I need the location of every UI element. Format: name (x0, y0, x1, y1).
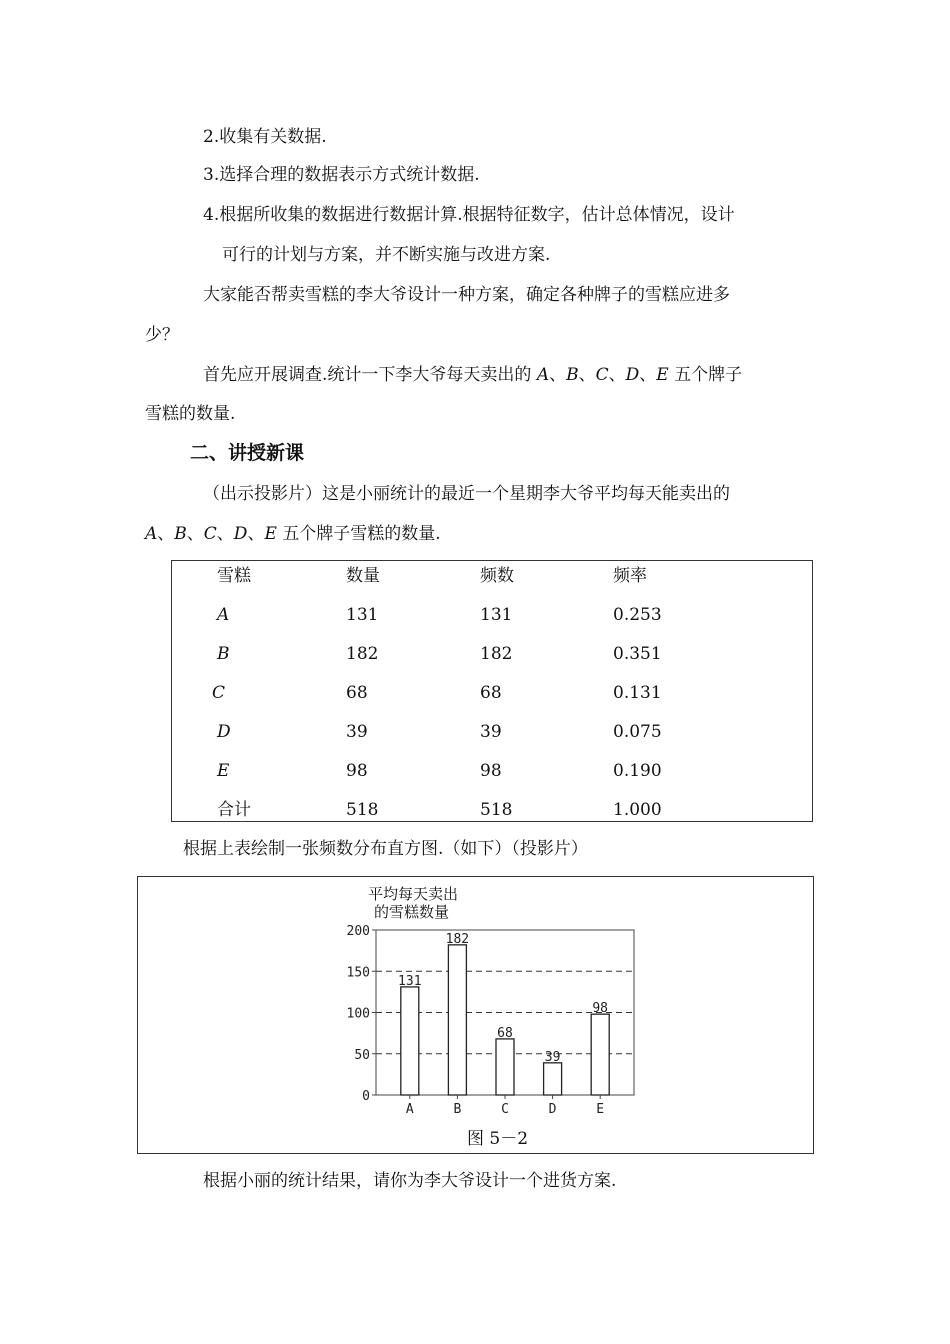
bar-A (401, 987, 419, 1095)
step-4-line-2: 可行的计划与方案，并不断实施与改进方案. (222, 245, 551, 265)
brand-a: A (536, 365, 550, 385)
row-d-frequency: 39 (480, 722, 502, 742)
section-heading: 二、讲授新课 (190, 442, 305, 464)
row-e-rate: 0.190 (613, 761, 662, 781)
step-2: 2.收集有关数据. (203, 127, 327, 147)
chart-caption: 根据上表绘制一张频数分布直方图.（如下）（投影片） (183, 839, 588, 859)
separator: 、 (608, 365, 626, 385)
bar-B (448, 945, 466, 1095)
header-frequency: 频数 (480, 566, 514, 586)
x-category-label: A (405, 1102, 414, 1117)
row-b-brand: B (217, 644, 230, 664)
survey-line-1 (203, 364, 742, 386)
row-d-quantity: 39 (346, 722, 368, 742)
row-a-quantity: 131 (346, 605, 379, 625)
step-3: 3.选择合理的数据表示方式统计数据. (203, 165, 480, 185)
intro-line-2 (145, 523, 441, 545)
row-c-frequency: 68 (480, 683, 502, 703)
brand-e: E (656, 365, 669, 385)
bar-C (496, 1039, 514, 1095)
bar-value-label: 182 (445, 931, 470, 947)
y-tick-label: 100 (346, 1006, 370, 1022)
intro-suffix: 五个牌子雪糕的数量. (276, 524, 441, 544)
row-e-frequency: 98 (480, 761, 502, 781)
question-line-2: 少？ (145, 325, 179, 345)
row-c-brand: C (212, 683, 226, 703)
brand-a: A (145, 524, 158, 544)
separator: 、 (639, 365, 657, 385)
survey-suffix: 五个牌子 (668, 365, 743, 385)
total-quantity: 518 (346, 800, 379, 820)
brand-e: E (264, 524, 277, 544)
row-b-frequency: 182 (480, 644, 513, 664)
brand-b: B (566, 365, 579, 385)
bar-value-label: 39 (544, 1049, 561, 1065)
y-tick-label: 200 (346, 924, 370, 939)
bar-D (544, 1063, 562, 1095)
separator: 、 (247, 524, 265, 544)
brand-c: C (203, 524, 217, 544)
histogram-figure (137, 876, 814, 1154)
row-e-quantity: 98 (346, 761, 368, 781)
bar-E (591, 1014, 609, 1095)
question-line-1: 大家能否帮卖雪糕的李大爷设计一种方案，确定各种牌子的雪糕应进多 (203, 285, 730, 305)
separator: 、 (216, 524, 234, 544)
header-rate: 频率 (613, 566, 647, 586)
brand-d: D (625, 365, 640, 385)
step-4-line-1: 4.根据所收集的数据进行数据计算.根据特征数字，估计总体情况，设计 (203, 205, 735, 225)
total-frequency: 518 (480, 800, 513, 820)
x-category-label: E (596, 1102, 605, 1117)
x-category-label: C (501, 1102, 509, 1117)
row-a-frequency: 131 (480, 605, 513, 625)
chart-title-line-1: 平均每天卖出 (368, 885, 459, 903)
row-b-rate: 0.351 (613, 644, 662, 664)
ice-cream-table (171, 560, 813, 822)
survey-prefix: 首先应开展调查.统计一下李大爷每天卖出的 (203, 365, 537, 385)
x-category-label: D (548, 1102, 557, 1117)
row-b-quantity: 182 (346, 644, 379, 664)
brand-c: C (595, 365, 609, 385)
bar-value-label: 131 (398, 973, 422, 989)
row-d-rate: 0.075 (613, 722, 662, 742)
separator: 、 (578, 365, 596, 385)
bar-value-label: 68 (497, 1025, 513, 1041)
separator: 、 (186, 524, 204, 544)
total-rate: 1.000 (613, 800, 662, 820)
figure-label: 图 5－2 (467, 1129, 529, 1149)
brand-d: D (233, 524, 248, 544)
closing-sentence: 根据小丽的统计结果，请你为李大爷设计一个进货方案. (203, 1171, 617, 1191)
y-tick-label: 150 (346, 965, 370, 981)
header-brand: 雪糕 (217, 566, 251, 586)
row-e-brand: E (217, 761, 230, 781)
row-c-rate: 0.131 (613, 683, 662, 703)
histogram-chart (138, 877, 813, 1153)
row-d-brand: D (217, 722, 231, 742)
row-a-brand: A (217, 605, 230, 625)
y-tick-label: 50 (354, 1047, 370, 1063)
row-c-quantity: 68 (346, 683, 368, 703)
x-category-label: B (453, 1102, 462, 1117)
header-quantity: 数量 (346, 566, 380, 586)
row-a-rate: 0.253 (613, 605, 662, 625)
bar-value-label: 98 (592, 1001, 609, 1017)
separator: 、 (157, 524, 175, 544)
survey-line-2: 雪糕的数量. (145, 404, 236, 424)
intro-line-1: （出示投影片）这是小丽统计的最近一个星期李大爷平均每天能卖出的 (203, 484, 730, 504)
brand-b: B (174, 524, 187, 544)
separator: 、 (549, 365, 567, 385)
total-label: 合计 (217, 800, 251, 820)
y-tick-label: 0 (362, 1089, 370, 1104)
chart-title-line-2: 的雪糕数量 (374, 903, 450, 921)
